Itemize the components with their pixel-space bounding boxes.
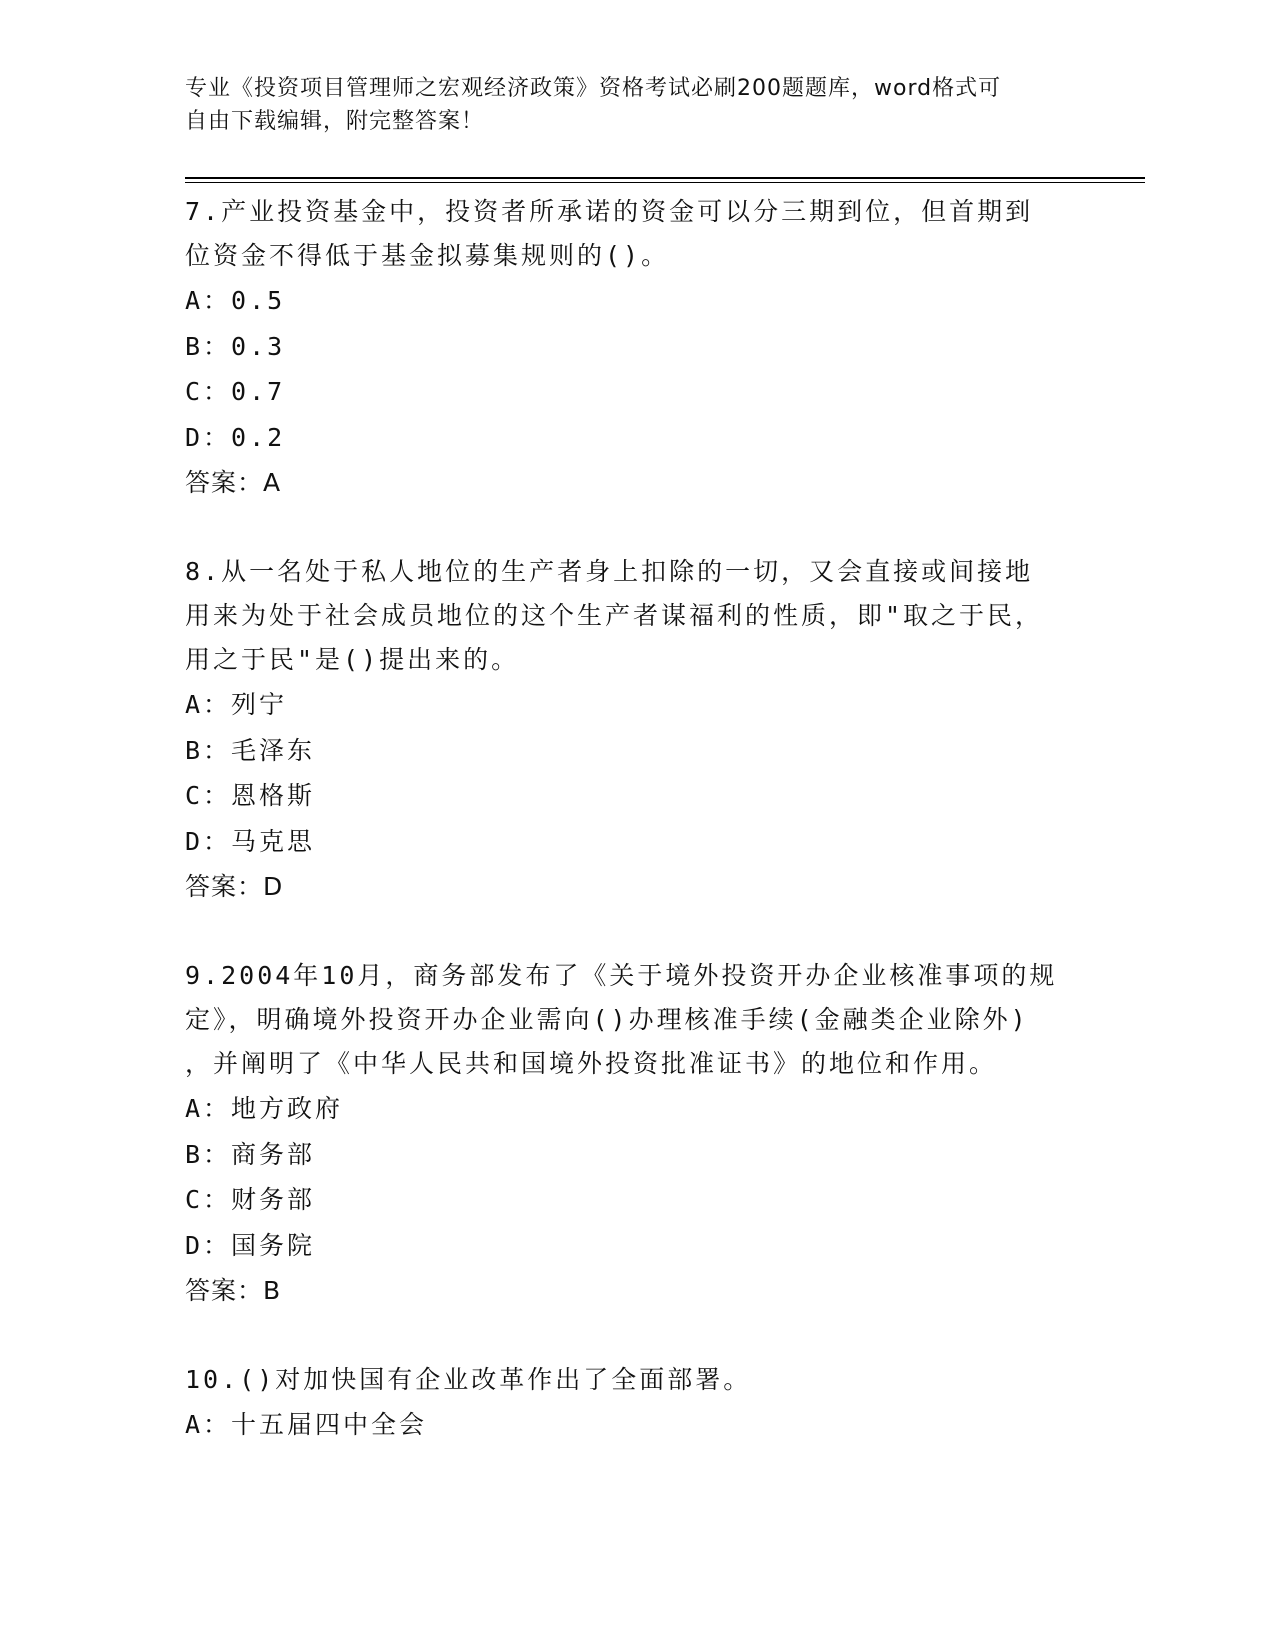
question-8 xyxy=(185,550,1085,909)
question-stem-line: 位资金不得低于基金拟募集规则的()。 xyxy=(185,241,670,270)
option-a: A：地方政府 xyxy=(185,1094,344,1123)
option-b: B：毛泽东 xyxy=(185,735,316,765)
question-stem-line: 9.2004年10月，商务部发布了《关于境外投资开办企业核准事项的规 xyxy=(185,961,1058,990)
option-a: A：十五届四中全会 xyxy=(185,1410,428,1439)
question-stem-line: 定》，明确境外投资开办企业需向()办理核准手续(金融类企业除外) xyxy=(185,1005,1029,1034)
question-stem-line: ，并阐明了《中华人民共和国境外投资批准证书》的地位和作用。 xyxy=(185,1049,998,1078)
document-header xyxy=(185,72,1065,138)
option-b: B：0.3 xyxy=(185,331,286,361)
option-d: D：马克思 xyxy=(185,826,316,856)
option-a: A：0.5 xyxy=(185,286,286,315)
option-d: D：0.2 xyxy=(185,422,286,452)
question-stem-line: 用之于民"是()提出来的。 xyxy=(185,645,520,674)
question-stem-line: 用来为处于社会成员地位的这个生产者谋福利的性质，即"取之于民， xyxy=(185,601,1044,630)
header-divider-thick xyxy=(185,177,1145,179)
answer-line: 答案：B xyxy=(185,1276,282,1305)
header-line-2: 自由下载编辑，附完整答案！ xyxy=(185,109,485,134)
option-c: C：0.7 xyxy=(185,377,286,406)
header-divider-thin xyxy=(185,182,1145,183)
question-stem-line: 10.()对加快国有企业改革作出了全面部署。 xyxy=(185,1365,752,1394)
question-stem-line: 7.产业投资基金中，投资者所承诺的资金可以分三期到位，但首期到 xyxy=(185,197,1034,226)
option-d: D：国务院 xyxy=(185,1230,316,1260)
question-list xyxy=(185,190,1085,1448)
answer-line: 答案：D xyxy=(185,872,284,901)
question-9 xyxy=(185,954,1085,1313)
option-b: B：商务部 xyxy=(185,1139,316,1169)
option-c: C：恩格斯 xyxy=(185,781,316,810)
question-7 xyxy=(185,190,1085,505)
header-line-1: 专业《投资项目管理师之宏观经济政策》资格考试必刷200题题库，word格式可 xyxy=(185,76,1002,101)
option-a: A：列宁 xyxy=(185,690,288,719)
option-c: C：财务部 xyxy=(185,1185,316,1214)
question-stem-line: 8.从一名处于私人地位的生产者身上扣除的一切，又会直接或间接地 xyxy=(185,557,1034,586)
answer-line: 答案：A xyxy=(185,468,282,497)
question-10 xyxy=(185,1358,1085,1448)
